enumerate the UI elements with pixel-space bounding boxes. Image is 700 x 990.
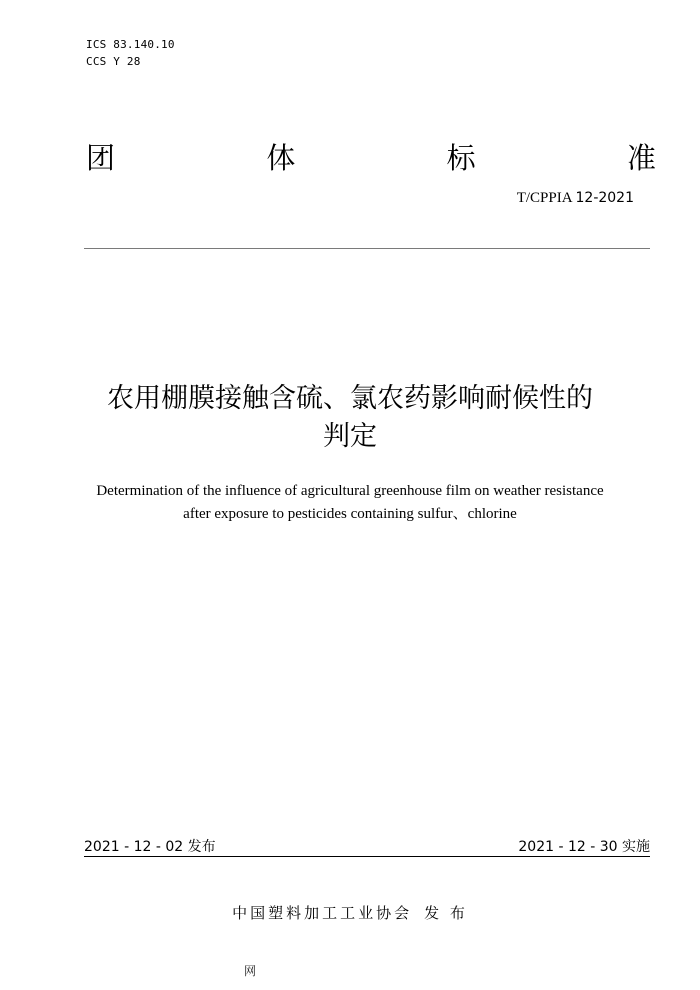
chinese-title-line: 农用棚膜接触含硫、氯农药影响耐候性的: [107, 383, 593, 414]
chinese-title-line: 判定: [323, 421, 377, 452]
implement-date: 2021 - 12 - 30 实施: [518, 839, 650, 855]
footer-divider: [84, 856, 650, 857]
english-title-line: after exposure to pesticides containing sulfur、chlorine: [183, 506, 517, 522]
issuer-action: 发 布: [424, 904, 468, 922]
classification-codes: [86, 36, 175, 70]
ics-code: ICS 83.140.10: [86, 38, 175, 51]
chinese-title: [40, 380, 660, 456]
standard-type-char: 标: [446, 140, 476, 175]
issuer-line: [0, 902, 700, 923]
publish-date: 2021 - 12 - 02 发布: [84, 839, 216, 855]
issuer-name: 中国塑料加工工业协会: [232, 904, 413, 922]
standard-number: [517, 190, 634, 207]
english-title-line: Determination of the influence of agricultural greenhouse film on weather resistance: [96, 483, 604, 499]
footer-mark: 网: [244, 964, 257, 978]
date-row: [84, 836, 650, 856]
header-divider: [84, 248, 650, 249]
standard-type-char: 体: [266, 140, 296, 175]
ccs-code: CCS Y 28: [86, 55, 141, 68]
standard-type-heading: [86, 136, 656, 176]
standard-type-char: 团: [86, 140, 116, 175]
standard-type-char: 准: [626, 140, 656, 175]
english-title: [20, 480, 680, 526]
standard-number-prefix: T/CPPIA: [516, 190, 572, 206]
standard-number-value: 12-2021: [575, 190, 634, 206]
